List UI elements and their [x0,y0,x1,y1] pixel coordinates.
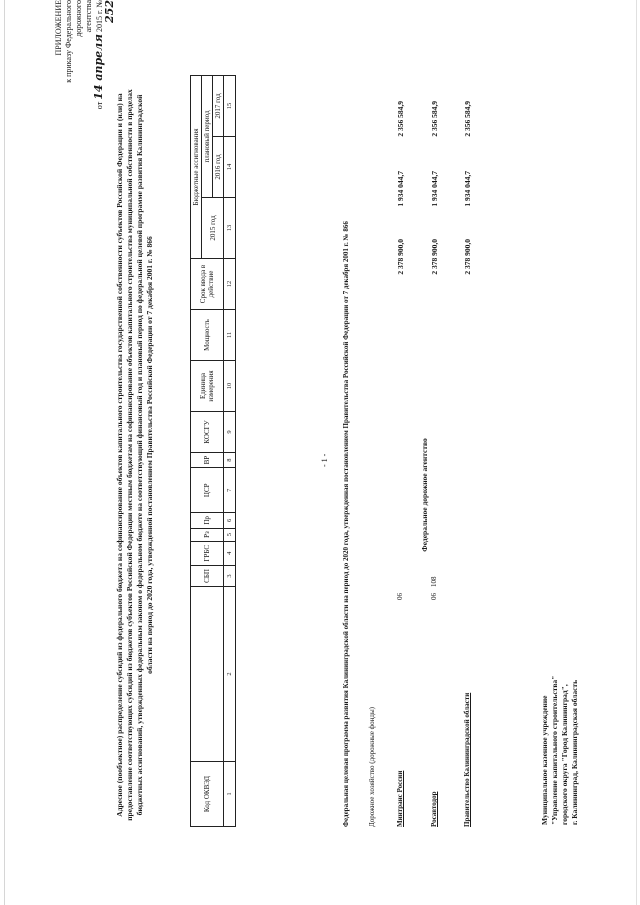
appendix-number-prefix: № [95,0,104,8]
row-name-mintrans: Минтранс России [396,770,404,827]
row-name-kaliningrad-gov: Правительство Калининградской области [463,692,471,827]
institution-line2: "Управление капитального строительства" [550,675,559,825]
appendix-block [54,0,116,120]
institution-line4: г. Калининград, Калининградская область [570,679,579,825]
col-num-15: 15 [224,76,236,137]
col-num-5: 5 [224,528,236,541]
institution-block [540,635,580,825]
header-year-2016: 2016 год [213,137,224,198]
institution-line1: Муниципальное казенное учреждение [540,695,549,825]
col-num-3: 3 [224,565,236,586]
col-num-1: 1 [224,762,236,827]
col-num-11: 11 [224,310,236,361]
col-num-8: 8 [224,453,236,468]
row-2017-mintrans: 2 356 584,9 [396,101,405,137]
col-num-9: 9 [224,412,236,453]
appendix-line2: агентства [84,0,93,33]
institution-line3: городского округа "Город Калининград", [560,684,569,825]
page-mark: - 1 - [320,453,329,467]
header-commissioning: Срок ввода в действие [191,259,224,310]
appendix-date-handwritten: 14 апреля [92,34,105,100]
row-2016-kaliningrad-gov: 1 934 044,7 [463,171,472,207]
appendix-number-handwritten: 252 [103,0,116,23]
header-rz: Рз [191,528,224,541]
col-num-7: 7 [224,468,236,513]
header-vr: ВР [191,453,224,468]
header-name [191,587,224,762]
row-2015-mintrans: 2 378 900,0 [396,239,405,275]
appendix-title: ПРИЛОЖЕНИЕ [54,0,63,56]
header-kosgu: КОСГУ [191,412,224,453]
program-line: Федеральная целевая программа развития Калининградской области на период до 2020 года, утвержденная постановлением Правительства Российской Федерации от 7 декабря 2001 г. № 866 [342,221,350,827]
col-num-12: 12 [224,259,236,310]
appendix-line1: к приказу Федерального дорожного [64,0,83,83]
row-2015-rosavtodor: 2 378 900,0 [430,239,439,275]
header-unit: Единица измерения [191,361,224,412]
sector-line: Дорожное хозяйство (дорожные фонды) [368,706,376,827]
document-title: Адресное (пообъектное) распределение субсидий из федерального бюджета на софинансирование объектов капитального строительства государственной собственности субъектов Российской Федерации и (или) на предоставление соответствующих субсидий из бюджетов субъектов Российской Федерации местным бюджетам на софинансирование объектов капитального строительства муниципальной собственности в пределах бюджетных ассигнований, утвержденных федеральным законом о федеральном бюджете на соответствующий финансовый год и плановый период по федеральной целевой программе развития Калининградской области на период до 2020 года, утвержденной постановлением Правительства Российской Федерации от 7 декабря 2001 г. № 866 [115,89,154,821]
appendix-date [94,0,116,120]
header-pr: Пр [191,513,224,528]
col-num-13: 13 [224,198,236,259]
row-sbp-rosavtodor: 06 [430,593,438,600]
col-num-2: 2 [224,587,236,762]
header-year-2017: 2017 год [213,76,224,137]
header-planned-period: плановый период [202,76,213,198]
header-sbp: СБП [191,565,224,586]
header-grbs: ГРБС [191,541,224,565]
row-grbs-rosavtodor: 108 [430,576,438,587]
row-sbp-mintrans: 06 [396,593,404,600]
col-num-10: 10 [224,361,236,412]
header-year-2015: 2015 год [202,198,224,259]
row-name-rosavtodor: Росавтодор [430,791,438,827]
header-budget: Бюджетные ассигнования [191,76,202,259]
row-2017-rosavtodor: 2 356 584,9 [430,101,439,137]
row-2016-mintrans: 1 934 044,7 [396,171,405,207]
header-csr: ЦСР [191,468,224,513]
budget-table [190,75,236,827]
col-num-4: 4 [224,541,236,565]
header-capacity: Мощность [191,310,224,361]
row-2015-kaliningrad-gov: 2 378 900,0 [463,239,472,275]
appendix-year: 2015 г. [95,9,104,33]
header-okved: Код ОКВЭД [191,762,224,827]
col-num-6: 6 [224,513,236,528]
row-2016-rosavtodor: 1 934 044,7 [430,171,439,207]
agency-heading: Федеральное дорожное агентство [420,438,429,552]
col-num-14: 14 [224,137,236,198]
appendix-date-prefix: от [95,101,104,110]
row-2017-kaliningrad-gov: 2 356 584,9 [463,101,472,137]
